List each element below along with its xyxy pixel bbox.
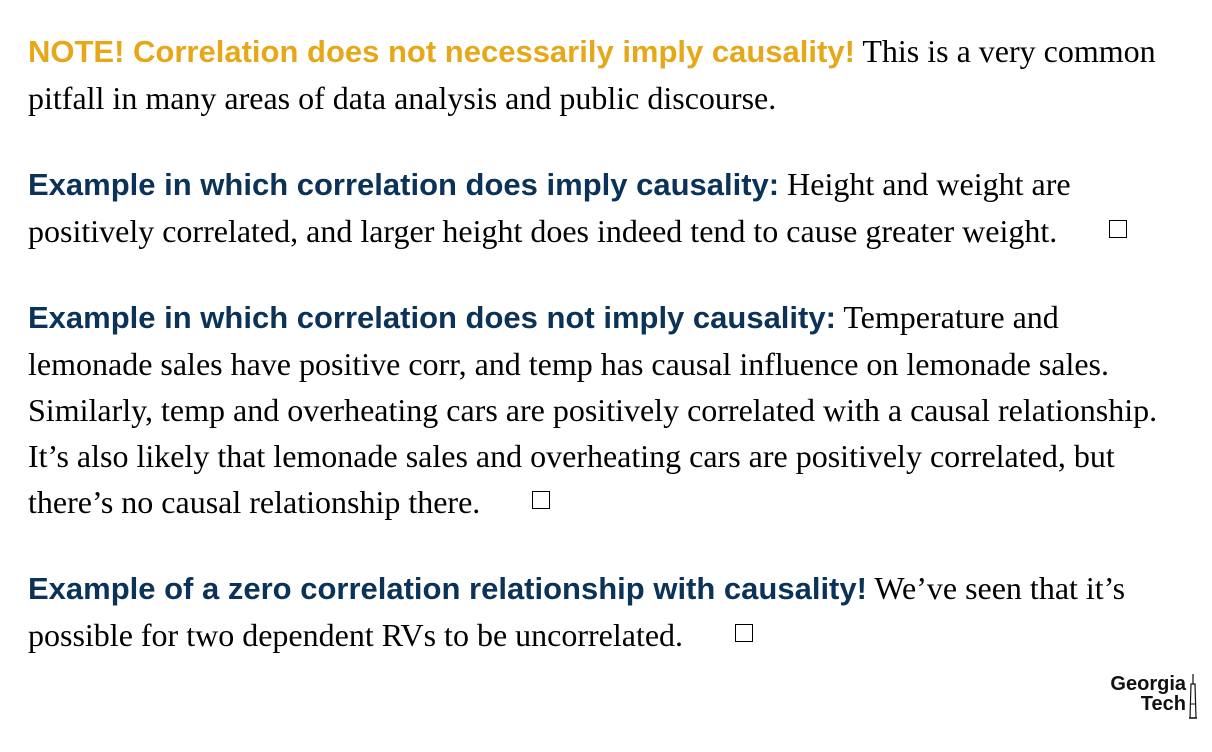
note-body: This is a very common pitfall in many areas of data analysis and public discourse. bbox=[28, 33, 1156, 116]
logo-line-2: Tech bbox=[1140, 693, 1186, 715]
example-zero-correlation-paragraph bbox=[28, 565, 1190, 658]
example-zero-correlation-heading: Example of a zero correlation relationship with causality! bbox=[28, 571, 867, 606]
note-paragraph bbox=[28, 28, 1190, 121]
example-causal-paragraph bbox=[28, 161, 1190, 254]
end-of-proof-box-icon bbox=[735, 624, 753, 642]
example-noncausal-heading: Example in which correlation does not imply causality: bbox=[28, 300, 836, 335]
end-of-proof-box-icon bbox=[532, 491, 550, 509]
logo-line-1: Georgia bbox=[1110, 673, 1186, 695]
example-causal-heading: Example in which correlation does imply causality: bbox=[28, 167, 780, 202]
georgia-tech-logo bbox=[1092, 674, 1202, 724]
example-noncausal-paragraph bbox=[28, 294, 1190, 525]
logo-wordmark bbox=[1110, 674, 1186, 714]
example-causal-body: Height and weight are positively correlated, and larger height does indeed tend to cause greater weight. bbox=[28, 166, 1071, 249]
end-of-proof-box-icon bbox=[1109, 220, 1127, 238]
slide-content bbox=[28, 28, 1190, 698]
example-noncausal-body: Temperature and lemonade sales have positive corr, and temp has causal influence on lemonade sales. Similarly, temp and overheating cars are positively correlated with a causal relationship. It’s also likely that lemonade sales and overheating cars are positively correlated, but there’s no causal relationship there. bbox=[28, 299, 1158, 520]
tech-tower-icon bbox=[1186, 674, 1200, 720]
example-zero-correlation-body: We’ve seen that it’s possible for two dependent RVs to be uncorrelated. bbox=[28, 570, 1126, 653]
note-heading: NOTE! Correlation does not necessarily imply causality! bbox=[28, 34, 855, 69]
